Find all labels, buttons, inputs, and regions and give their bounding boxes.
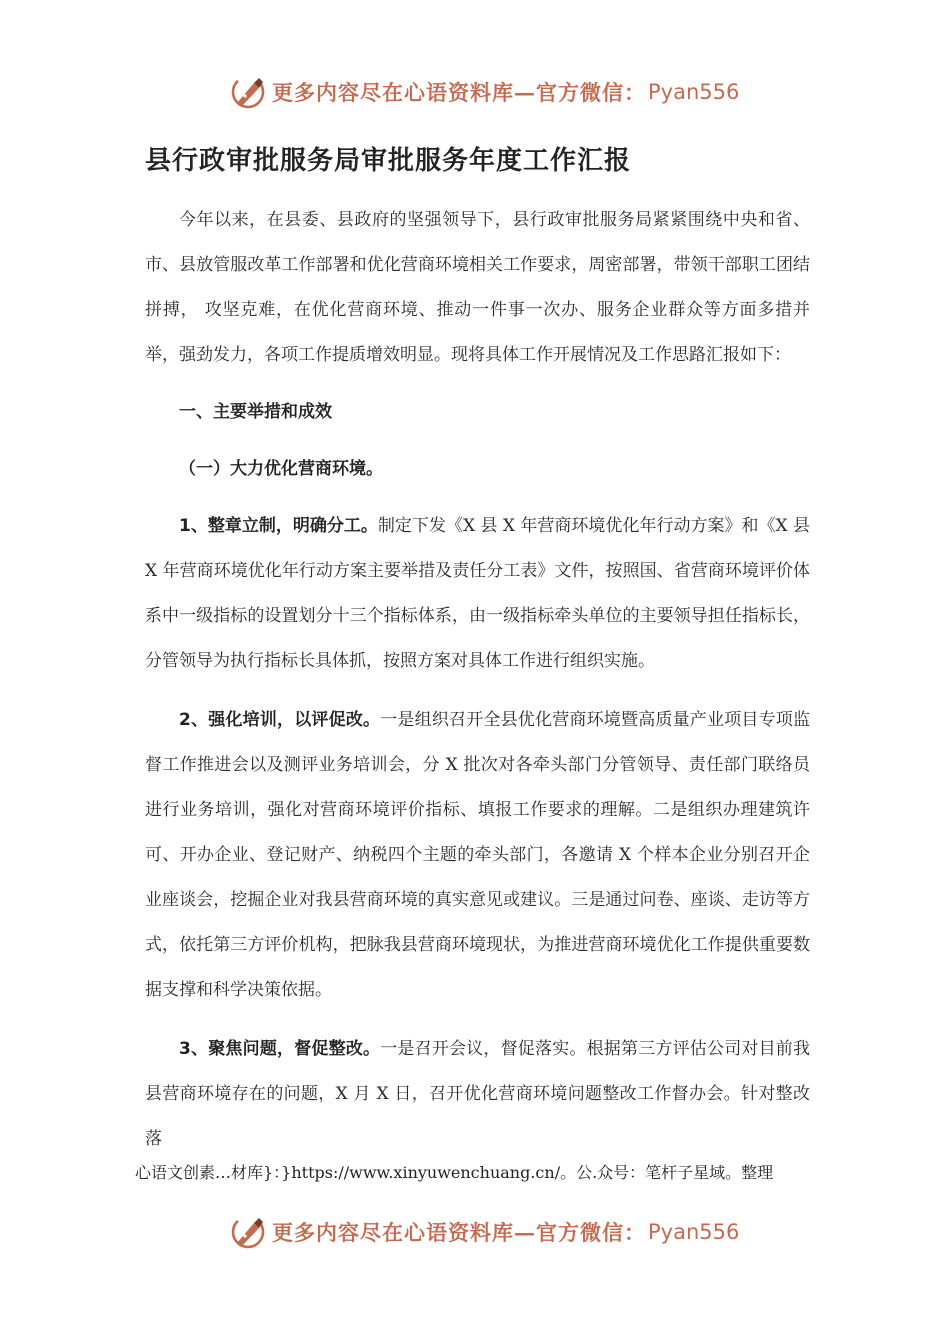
subsection-heading: （一）大力优化营商环境。: [179, 459, 383, 479]
footer-source-line: 心语文创素…材库}：}https://www.xinyuwenchuang.cn/。公.众号：笔杆子星域。整理: [135, 1163, 774, 1182]
banner-wechat-handle: Pyan556: [648, 1220, 740, 1244]
banner-text: 更多内容尽在心语资料库—官方微信：: [272, 1220, 646, 1245]
fountain-pen-logo-icon: [228, 1212, 268, 1252]
bottom-banner: [228, 1210, 739, 1254]
item-lead: 3、聚焦问题，督促整改。: [179, 1039, 381, 1059]
banner-wechat-handle: Pyan556: [648, 80, 740, 104]
item-paragraph: [145, 1027, 810, 1162]
item-text: 制定下发《X 县 X 年营商环境优化年行动方案》和《X 县 X 年营商环境优化年行动方案主要举措及责任分工表》文件，按照国、省营商环境评价体系中一级指标的设置划分十三个指标体系，由一级指标牵头单位的主要领导担任指标长，分管领导为执行指标长具体抓，按照方案对具体工作进行组织实施。: [145, 516, 811, 671]
banner-text: 更多内容尽在心语资料库—官方微信：: [272, 80, 646, 105]
section-heading: 一、主要举措和成效: [179, 402, 332, 422]
item-lead: 2、强化培训，以评促改。: [179, 710, 381, 730]
item-lead: 1、整章立制，明确分工。: [179, 516, 378, 536]
item-paragraph: [145, 504, 810, 684]
intro-paragraph: 今年以来，在县委、县政府的坚强领导下，县行政审批服务局紧紧围绕中央和省、市、县放管服改革工作部署和优化营商环境相关工作要求，周密部署，带领干部职工团结拼搏， 攻坚克难，在优化营商环境、推动一件事一次办、服务企业群众等方面多措并举，强劲发力，各项工作提质增效明显。现将具体工作开展情况及工作思路汇报如下：: [145, 210, 810, 365]
fountain-pen-logo-icon: [228, 72, 268, 112]
item-paragraph: [145, 698, 810, 1013]
document-body: [145, 198, 810, 1162]
item-text: 一是组织召开全县优化营商环境暨高质量产业项目专项监督工作推进会以及测评业务培训会，分 X 批次对各牵头部门分管领导、责任部门联络员进行业务培训，强化对营商环境评价指标、填报工作要求的理解。二是组织办理建筑许可、开办企业、登记财产、纳税四个主题的牵头部门，各邀请 X 个样本企业分别召开企业座谈会，挖掘企业对我县营商环境的真实意见或建议。三是通过问卷、座谈、走访等方式，依托第三方评价机构，把脉我县营商环境现状，为推进营商环境优化工作提供重要数据支撑和科学决策依据。: [145, 710, 810, 1000]
item-text: 一是召开会议，督促落实。根据第三方评估公司对目前我县营商环境存在的问题，X 月 X 日，召开优化营商环境问题整改工作督办会。针对整改落: [145, 1039, 810, 1149]
document-title: 县行政审批服务局审批服务年度工作汇报: [145, 146, 632, 176]
top-banner: [228, 70, 739, 114]
